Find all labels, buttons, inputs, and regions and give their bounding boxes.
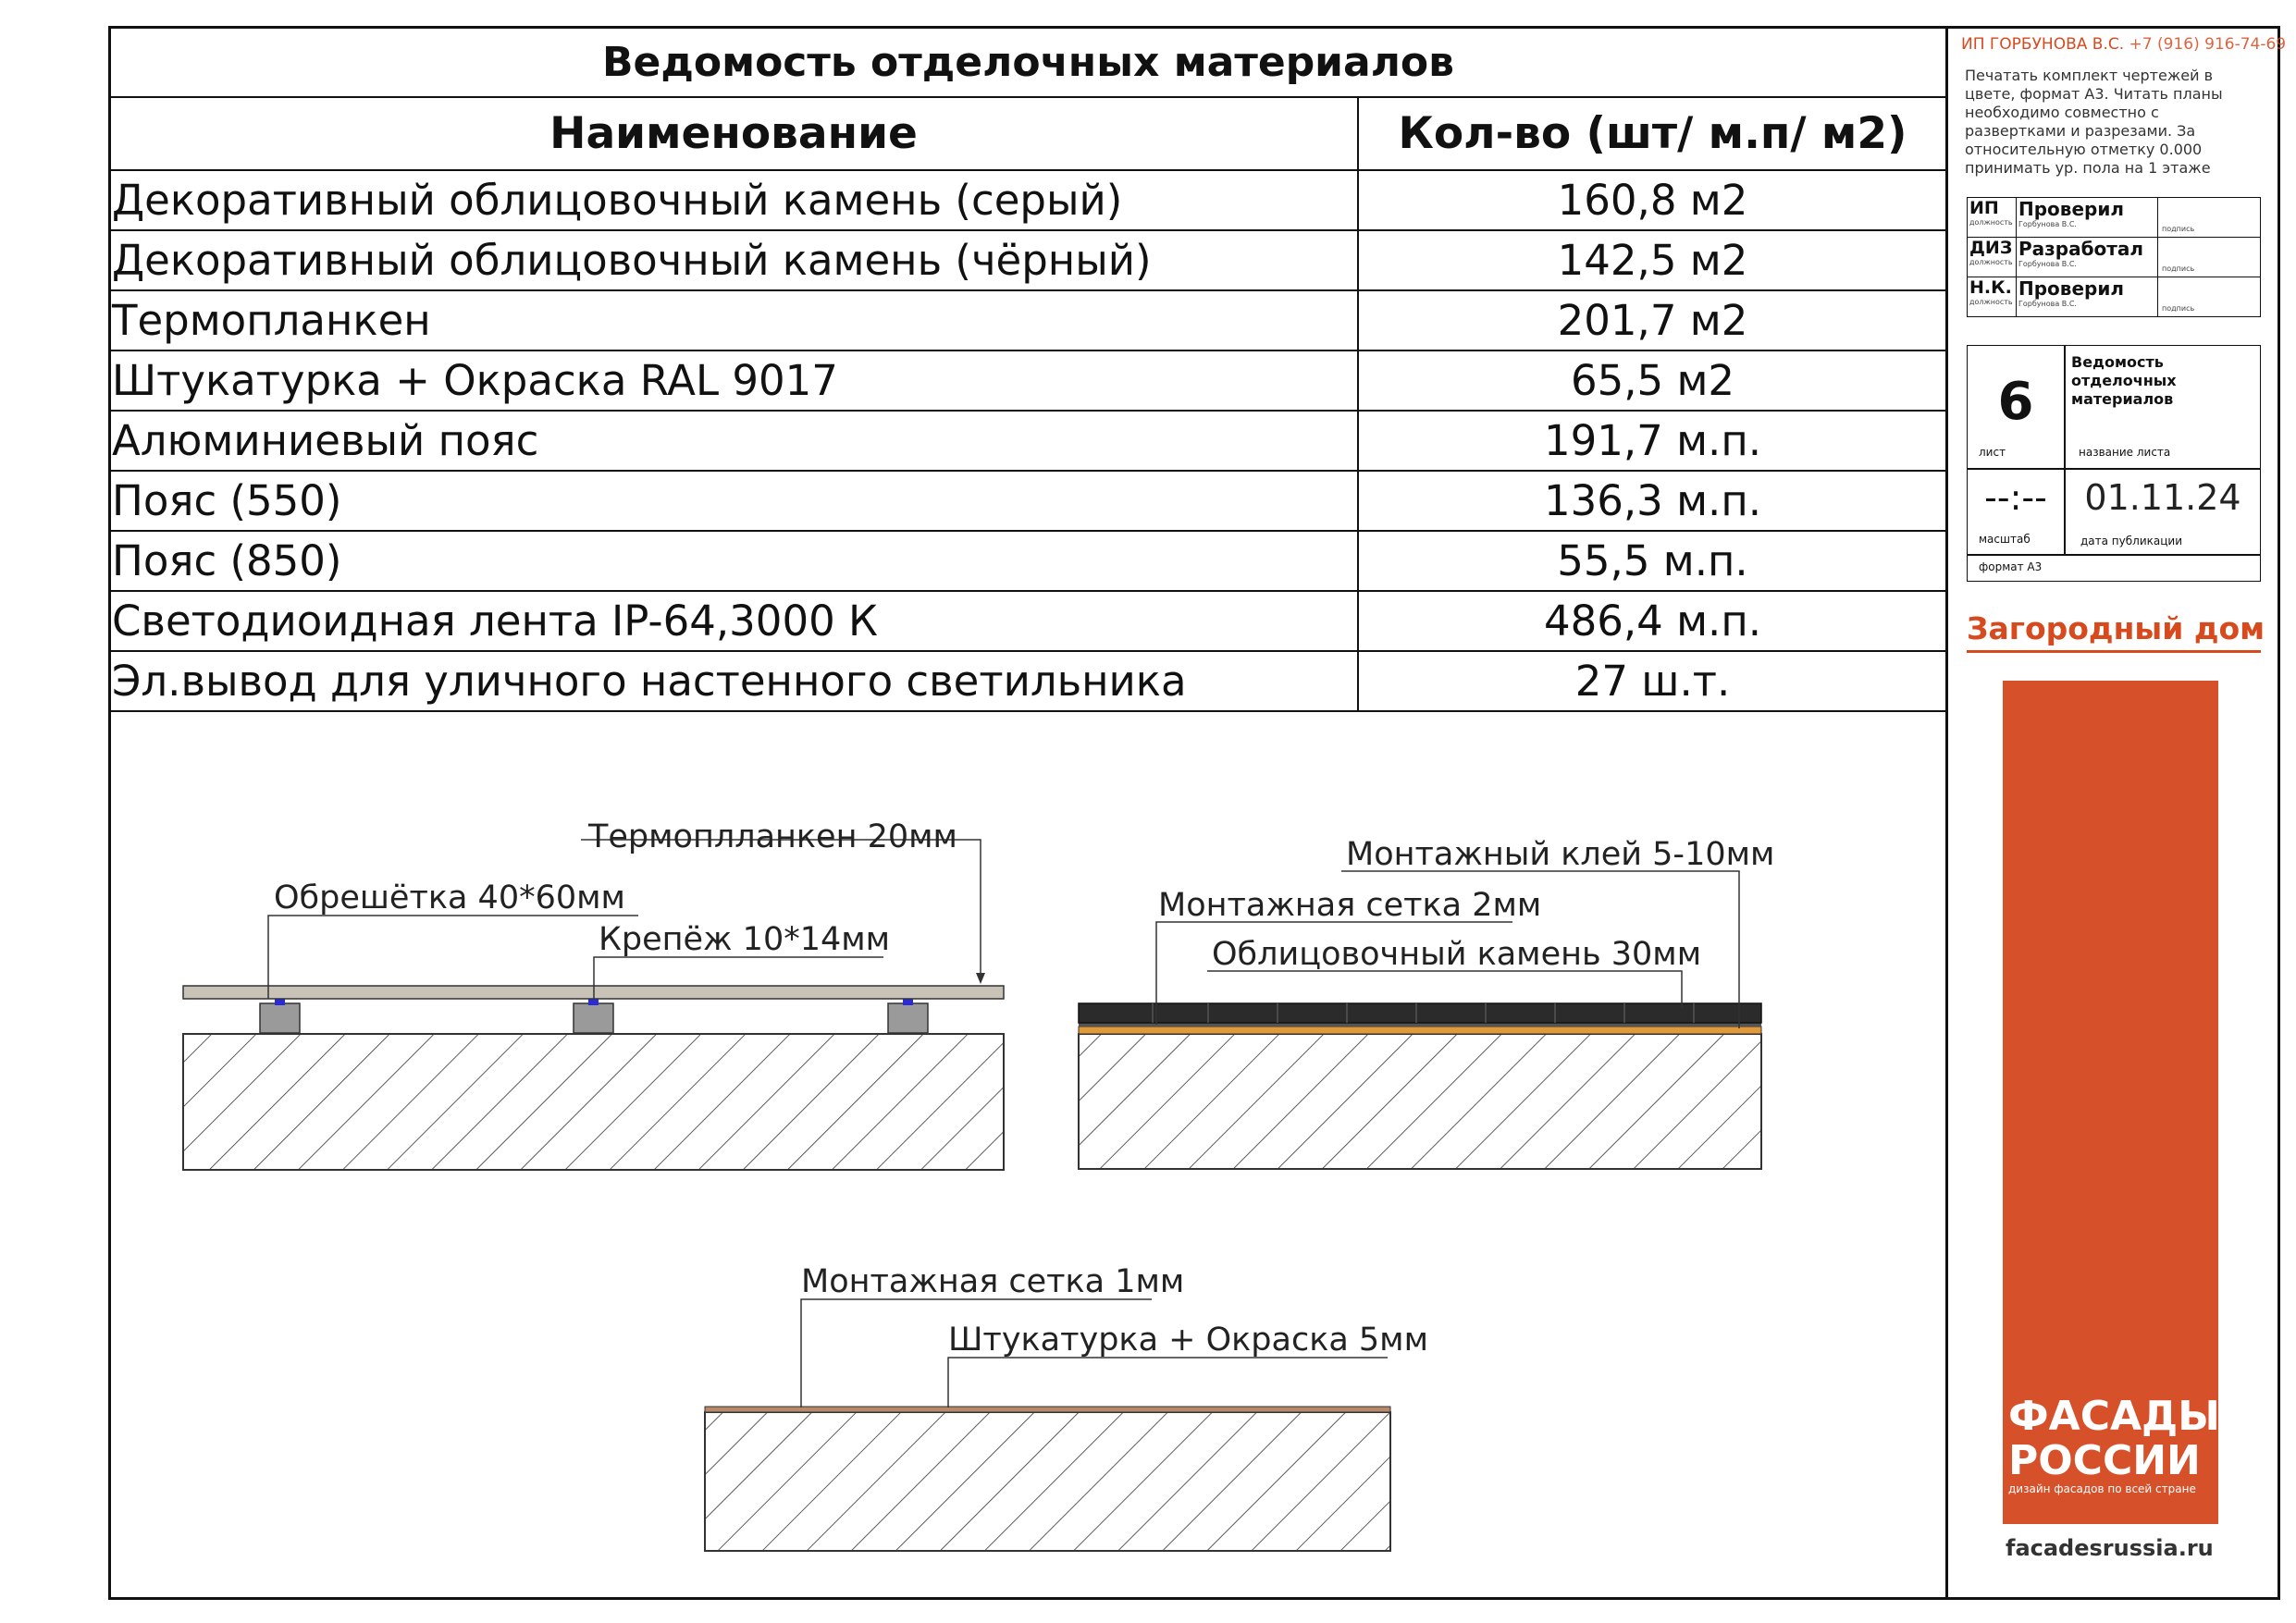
row-name: Эл.вывод для уличного настенного светильника bbox=[109, 651, 1358, 711]
row-qty: 55,5 м.п. bbox=[1358, 531, 1947, 591]
row-name: Декоративный облицовочный камень (чёрный) bbox=[109, 230, 1358, 290]
format-label: формат А3 bbox=[1979, 560, 2043, 573]
sig-action: Проверил bbox=[2018, 277, 2124, 300]
sig-person: Горбунова В.С. bbox=[2018, 300, 2077, 308]
fastener bbox=[903, 999, 913, 1005]
leader-plank bbox=[581, 840, 981, 982]
plank-section bbox=[183, 818, 1004, 1170]
signature-row bbox=[1968, 198, 2261, 238]
brand-panel bbox=[2003, 681, 2218, 1524]
row-qty: 191,7 м.п. bbox=[1358, 411, 1947, 471]
sig-position-label: должность bbox=[1969, 258, 2013, 266]
label-plaster: Штукатурка + Окраска 5мм bbox=[948, 1322, 1428, 1359]
sheet-name: Ведомость отделочных материалов bbox=[2071, 353, 2177, 408]
row-name: Пояс (550) bbox=[109, 471, 1358, 531]
lath bbox=[260, 1003, 300, 1033]
lath bbox=[888, 1003, 928, 1033]
sig-action: Разработал bbox=[2018, 238, 2144, 260]
sig-role: ИП bbox=[1969, 198, 1999, 218]
row-qty: 160,8 м2 bbox=[1358, 170, 1947, 230]
publish-date: 01.11.24 bbox=[2084, 477, 2241, 518]
table-title: Ведомость отделочных материалов bbox=[109, 27, 1947, 97]
label-fastener: Крепёж 10*14мм bbox=[599, 921, 891, 958]
header-qty: Кол-во (шт/ м.п/ м2) bbox=[1358, 97, 1947, 170]
row-qty: 65,5 м2 bbox=[1358, 350, 1947, 411]
sheet-label: лист bbox=[1979, 446, 2006, 459]
row-qty: 486,4 м.п. bbox=[1358, 591, 1947, 651]
fastener bbox=[588, 999, 599, 1005]
label-lath: Обрешётка 40*60мм bbox=[274, 879, 625, 916]
sheet-name-label: название листа bbox=[2079, 446, 2171, 459]
sig-sign-label: подпись bbox=[2162, 304, 2195, 313]
project-name: Загородный дом bbox=[1967, 610, 2261, 653]
sig-action: Проверил bbox=[2018, 198, 2124, 220]
lath bbox=[574, 1003, 613, 1033]
row-name: Декоративный облицовочный камень (серый) bbox=[109, 170, 1358, 230]
row-qty: 142,5 м2 bbox=[1358, 230, 1947, 290]
row-qty: 136,3 м.п. bbox=[1358, 471, 1947, 531]
row-name: Пояс (850) bbox=[109, 531, 1358, 591]
scale-label: масштаб bbox=[1979, 533, 2031, 546]
label-glue: Монтажный клей 5-10мм bbox=[1346, 836, 1775, 873]
leader-stone bbox=[1207, 971, 1682, 1008]
brand-line-1: ФАСАДЫ bbox=[2008, 1393, 2220, 1440]
scale-value: --:-- bbox=[1984, 477, 2047, 518]
sig-sign-label: подпись bbox=[2162, 264, 2195, 273]
row-qty: 201,7 м2 bbox=[1358, 290, 1947, 350]
row-name: Алюминиевый пояс bbox=[109, 411, 1358, 471]
wall-hatch bbox=[183, 1034, 1004, 1170]
wall-hatch bbox=[705, 1412, 1390, 1551]
brand-line-2: РОССИИ bbox=[2008, 1437, 2201, 1484]
row-name: Светодиоидная лента IP-64,3000 К bbox=[109, 591, 1358, 651]
fastener bbox=[275, 999, 285, 1005]
sig-sign-label: подпись bbox=[2162, 225, 2195, 233]
stone-section bbox=[1079, 836, 1774, 1169]
leader-plaster bbox=[948, 1358, 1388, 1408]
brand-logo-text bbox=[2008, 1395, 2220, 1483]
company-line bbox=[1961, 35, 2286, 54]
print-note: Печатать комплект чертежей в цвете, формат А3. Читать планы необходимо совместно с развертками и разрезами. За относительную отметку 0.000 принимать ур. пола на 1 этаже bbox=[1965, 67, 2223, 177]
company-name: ИП ГОРБУНОВА В.С. bbox=[1961, 35, 2125, 54]
sig-role: Н.К. bbox=[1969, 277, 2012, 298]
row-name: Штукатурка + Окраска RAL 9017 bbox=[109, 350, 1358, 411]
signature-row bbox=[1968, 277, 2261, 317]
company-phone: +7 (916) 916-74-69 bbox=[2129, 35, 2287, 54]
label-plank: Термоплланкен 20мм bbox=[588, 818, 957, 855]
label-mesh-1mm: Монтажная сетка 1мм bbox=[801, 1263, 1185, 1300]
sheet-number: 6 bbox=[1997, 372, 2034, 432]
date-label: дата публикации bbox=[2080, 535, 2182, 547]
row-name: Термопланкен bbox=[109, 290, 1358, 350]
wall-hatch bbox=[1079, 1034, 1761, 1169]
sig-person: Горбунова В.С. bbox=[2018, 260, 2077, 268]
brand-tagline: дизайн фасадов по всей стране bbox=[2008, 1482, 2196, 1495]
plaster-section bbox=[705, 1263, 1428, 1551]
sig-role: ДИЗ bbox=[1969, 238, 2013, 258]
signature-row bbox=[1968, 238, 2261, 277]
label-stone: Облицовочный камень 30мм bbox=[1212, 936, 1702, 973]
plaster-layer bbox=[705, 1407, 1390, 1412]
sig-position-label: должность bbox=[1969, 218, 2013, 227]
header-name: Наименование bbox=[109, 97, 1358, 170]
title-block bbox=[1948, 26, 2287, 1600]
signature-table bbox=[1967, 197, 2261, 317]
sig-person: Горбунова В.С. bbox=[2018, 220, 2077, 228]
label-mesh: Монтажная сетка 2мм bbox=[1158, 887, 1542, 924]
row-qty: 27 ш.т. bbox=[1358, 651, 1947, 711]
stone-layer bbox=[1079, 1003, 1761, 1023]
website-link[interactable]: facadesrussia.ru bbox=[2006, 1535, 2214, 1561]
sig-position-label: должность bbox=[1969, 298, 2013, 306]
sheet-info-box bbox=[1967, 345, 2261, 582]
glue-layer bbox=[1079, 1027, 1761, 1034]
